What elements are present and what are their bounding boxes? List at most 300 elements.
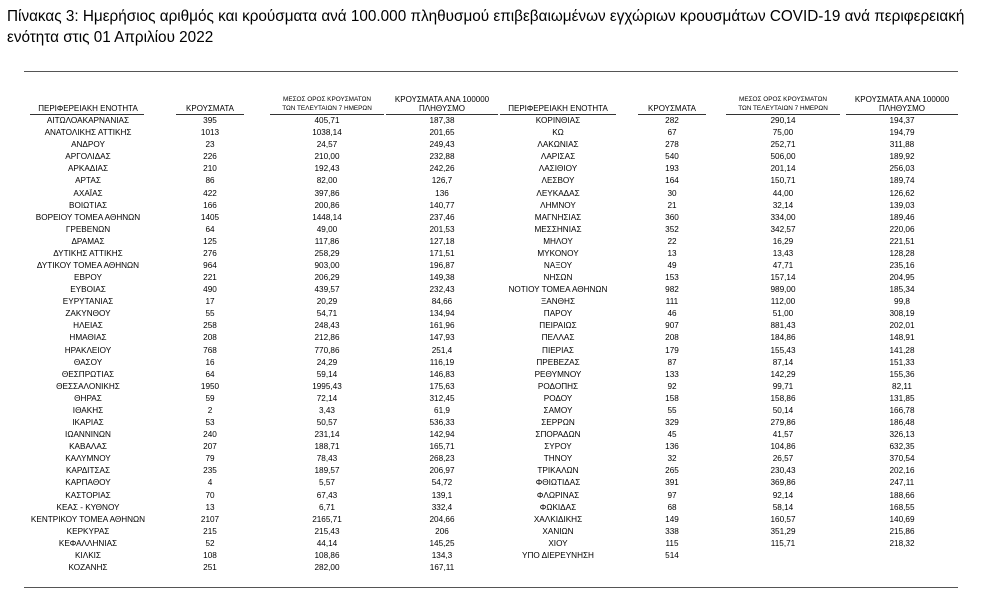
region-cell: ΚΕΑΣ - ΚΥΘΝΟΥ	[56, 502, 120, 512]
cases-cell: 360	[665, 212, 679, 222]
avg7-cell: 41,57	[772, 430, 794, 440]
cases-cell: 79	[205, 454, 215, 464]
table-row	[0, 370, 983, 379]
table-row	[0, 382, 983, 391]
header-cases-right: ΚΡΟΥΣΜΑΤΑ	[648, 104, 696, 113]
region-cell: ΥΠΟ ΔΙΕΡΕΥΝΗΣΗ	[522, 550, 594, 560]
per100k-cell: 189,92	[889, 152, 915, 162]
per100k-cell: 187,38	[429, 116, 455, 125]
avg7-cell: 72,14	[316, 393, 338, 403]
avg7-cell: 150,71	[770, 176, 796, 186]
per100k-cell: 235,16	[889, 261, 915, 270]
cases-cell: 1950	[200, 381, 220, 391]
region-cell: ΚΟΡΙΝΘΙΑΣ	[535, 116, 581, 125]
avg7-cell: 142,29	[770, 369, 796, 379]
per100k-cell: 145,25	[429, 538, 455, 548]
per100k-cell: 142,94	[429, 430, 455, 440]
per100k-cell: 206,97	[429, 466, 455, 476]
region-cell: ΑΝΔΡΟΥ	[71, 140, 105, 150]
per100k-cell: 189,74	[889, 176, 915, 186]
per100k-cell: 141,28	[889, 345, 915, 355]
per100k-cell: 202,16	[889, 466, 915, 476]
cases-cell: 97	[667, 490, 677, 500]
region-cell: ΠΕΛΛΑΣ	[541, 333, 575, 343]
per100k-cell: 370,54	[889, 454, 915, 464]
avg7-cell: 99,71	[772, 381, 794, 391]
region-cell: ΚΕΡΚΥΡΑΣ	[66, 526, 110, 536]
per100k-cell: 128,28	[889, 248, 915, 258]
avg7-cell: 26,57	[772, 454, 794, 464]
cases-cell: 64	[205, 369, 215, 379]
cases-cell: 352	[665, 224, 679, 234]
avg7-cell: 24,29	[316, 357, 338, 367]
region-cell: ΙΚΑΡΙΑΣ	[72, 418, 104, 427]
avg7-cell: 47,71	[772, 261, 794, 270]
region-cell: ΠΡΕΒΕΖΑΣ	[536, 357, 580, 367]
table-row	[0, 478, 983, 487]
region-cell: ΘΕΣΣΑΛΟΝΙΚΗΣ	[56, 381, 120, 391]
per100k-cell: 140,69	[889, 514, 915, 524]
per100k-cell: 134,3	[431, 550, 453, 560]
avg7-cell: 58,14	[772, 502, 794, 512]
region-cell: ΚΕΦΑΛΛΗΝΙΑΣ	[58, 538, 118, 548]
per100k-cell: 61,9	[434, 405, 450, 415]
region-cell: ΑΡΤΑΣ	[75, 176, 101, 186]
region-cell: ΚΑΣΤΟΡΙΑΣ	[65, 490, 111, 500]
per100k-cell: 632,35	[889, 442, 915, 452]
avg7-cell: 506,00	[770, 152, 796, 162]
per100k-cell: 139,1	[431, 490, 453, 500]
per100k-cell: 256,03	[889, 164, 915, 174]
table-row	[0, 551, 983, 560]
table-row	[0, 515, 983, 524]
region-cell: ΜΗΛΟΥ	[543, 236, 573, 246]
cases-cell: 193	[665, 164, 679, 174]
avg7-cell: 290,14	[770, 116, 796, 125]
cases-cell: 221	[203, 273, 217, 282]
cases-cell: 391	[665, 478, 679, 488]
avg7-cell: 200,86	[314, 200, 340, 210]
region-cell: ΣΑΜΟΥ	[543, 405, 573, 415]
avg7-cell: 6,71	[319, 502, 335, 512]
avg7-cell: 59,14	[316, 369, 338, 379]
cases-cell: 21	[667, 200, 677, 210]
header-underline	[176, 114, 244, 115]
table-row	[0, 503, 983, 512]
header-underline	[30, 114, 144, 115]
cases-cell: 540	[665, 152, 679, 162]
region-cell: ΜΕΣΣΗΝΙΑΣ	[534, 224, 582, 234]
per100k-cell: 249,43	[429, 140, 455, 150]
table-row	[0, 249, 983, 258]
per100k-cell: 189,46	[889, 212, 915, 222]
header-avg7-line1: ΜΕΣΟΣ ΟΡΟΣ ΚΡΟΥΣΜΑΤΩΝ	[283, 96, 371, 103]
header-underline	[846, 114, 958, 115]
avg7-cell: 188,71	[314, 442, 340, 452]
per100k-cell: 204,95	[889, 273, 915, 282]
avg7-cell: 189,57	[314, 466, 340, 476]
avg7-cell: 3,43	[319, 405, 335, 415]
cases-cell: 240	[203, 430, 217, 440]
avg7-cell: 108,86	[314, 550, 340, 560]
avg7-cell: 157,14	[770, 273, 796, 282]
per100k-cell: 332,4	[431, 502, 453, 512]
table-row	[0, 406, 983, 415]
cases-cell: 276	[203, 248, 217, 258]
cases-cell: 111	[665, 297, 679, 307]
table-row	[0, 527, 983, 536]
avg7-cell: 13,43	[772, 248, 794, 258]
cases-cell: 207	[203, 442, 217, 452]
region-cell: ΡΟΔΟΥ	[543, 393, 573, 403]
cases-cell: 125	[203, 236, 217, 246]
per100k-cell: 148,91	[889, 333, 915, 343]
region-cell: ΜΑΓΝΗΣΙΑΣ	[534, 212, 582, 222]
per100k-cell: 251,4	[431, 345, 453, 355]
avg7-cell: 50,57	[316, 418, 338, 427]
cases-cell: 67	[667, 128, 677, 138]
per100k-cell: 268,23	[429, 454, 455, 464]
avg7-cell: 51,00	[772, 309, 794, 319]
avg7-cell: 117,86	[314, 236, 340, 246]
table-row	[0, 261, 983, 270]
cases-cell: 22	[667, 236, 677, 246]
region-cell: ΠΙΕΡΙΑΣ	[542, 345, 574, 355]
per100k-cell: 82,11	[892, 381, 912, 391]
table-row	[0, 273, 983, 282]
region-cell: ΠΕΙΡΑΙΩΣ	[539, 321, 577, 331]
cases-cell: 208	[665, 333, 679, 343]
table-row	[0, 176, 983, 185]
per100k-cell: 54,72	[431, 478, 453, 488]
region-cell: ΗΛΕΙΑΣ	[73, 321, 103, 331]
top-rule	[24, 71, 958, 72]
per100k-cell: 166,78	[889, 405, 915, 415]
table-row	[0, 237, 983, 246]
table-row	[0, 454, 983, 463]
header-underline	[270, 114, 384, 115]
cases-cell: 49	[667, 261, 677, 270]
region-cell: ΕΥΡΥΤΑΝΙΑΣ	[62, 297, 114, 307]
per100k-cell: 185,34	[889, 285, 915, 295]
cases-cell: 208	[203, 333, 217, 343]
avg7-cell: 989,00	[770, 285, 796, 295]
per100k-cell: 201,53	[429, 224, 455, 234]
per100k-cell: 247,11	[889, 478, 915, 488]
region-cell: ΣΠΟΡΑΔΩΝ	[535, 430, 581, 440]
region-cell: ΑΝΑΤΟΛΙΚΗΣ ΑΤΤΙΚΗΣ	[44, 128, 132, 138]
region-cell: ΛΗΜΝΟΥ	[540, 200, 576, 210]
table-row	[0, 164, 983, 173]
per100k-cell: 161,96	[429, 321, 455, 331]
cases-cell: 329	[665, 418, 679, 427]
table-row	[0, 201, 983, 210]
avg7-cell: 206,29	[314, 273, 340, 282]
avg7-cell: 49,00	[316, 224, 338, 234]
avg7-cell: 160,57	[770, 514, 796, 524]
cases-cell: 964	[203, 261, 217, 270]
avg7-cell: 44,14	[316, 538, 338, 548]
avg7-cell: 32,14	[772, 200, 794, 210]
avg7-cell: 770,86	[314, 345, 340, 355]
cases-cell: 2107	[200, 514, 220, 524]
table-title: Πίνακας 3: Ημερήσιος αριθμός και κρούσματα ανά 100.000 πληθυσμού επιβεβαιωμένων εγχώριων κρουσμάτων COVID-19 ανά περιφερειακή ενότητα στις 01 Απριλίου 2022	[7, 8, 965, 46]
avg7-cell: 1448,14	[312, 212, 342, 222]
avg7-cell: 210,00	[314, 152, 340, 162]
cases-cell: 158	[665, 393, 679, 403]
avg7-cell: 334,00	[770, 212, 796, 222]
per100k-cell: 326,13	[889, 430, 915, 440]
header-per100k-line1-right: ΚΡΟΥΣΜΑΤΑ ΑΝΑ 100000	[854, 95, 950, 104]
avg7-cell: 44,00	[772, 188, 794, 198]
avg7-cell: 112,00	[770, 297, 796, 307]
cases-cell: 278	[665, 140, 679, 150]
table-row	[0, 297, 983, 306]
per100k-cell: 220,06	[889, 224, 915, 234]
cases-cell: 53	[205, 418, 215, 427]
cases-cell: 149	[665, 514, 679, 524]
table-row	[0, 321, 983, 330]
table-row	[0, 333, 983, 342]
region-cell: ΚΑΒΑΛΑΣ	[69, 442, 107, 452]
per100k-cell: 196,87	[429, 261, 455, 270]
avg7-cell: 158,86	[770, 393, 796, 403]
cases-cell: 164	[665, 176, 679, 186]
region-cell: ΕΥΒΟΙΑΣ	[70, 285, 106, 295]
header-cases: ΚΡΟΥΣΜΑΤΑ	[186, 104, 234, 113]
per100k-cell: 134,94	[429, 309, 455, 319]
region-cell: ΓΡΕΒΕΝΩΝ	[65, 224, 111, 234]
per100k-cell: 126,7	[431, 176, 453, 186]
avg7-cell: 104,86	[770, 442, 796, 452]
region-cell: ΚΟΖΑΝΗΣ	[68, 563, 108, 572]
avg7-cell: 82,00	[316, 176, 338, 186]
per100k-cell: 167,11	[429, 563, 455, 572]
cases-cell: 32	[667, 454, 677, 464]
per100k-cell: 218,32	[889, 538, 915, 548]
avg7-cell: 439,57	[314, 285, 340, 295]
region-cell: ΕΒΡΟΥ	[74, 273, 102, 282]
region-cell: ΜΥΚΟΝΟΥ	[537, 248, 579, 258]
per100k-cell: 188,66	[889, 490, 915, 500]
region-cell: ΞΑΝΘΗΣ	[540, 297, 576, 307]
per100k-cell: 168,55	[889, 502, 915, 512]
cases-cell: 982	[665, 285, 679, 295]
per100k-cell: 99,8	[894, 297, 910, 307]
avg7-cell: 192,43	[314, 164, 340, 174]
cases-cell: 490	[203, 285, 217, 295]
per100k-cell: 155,36	[889, 369, 915, 379]
table-row	[0, 358, 983, 367]
avg7-cell: 155,43	[770, 345, 796, 355]
header-avg7-line2-right: ΤΩΝ ΤΕΛΕΥΤΑΙΩΝ 7 ΗΜΕΡΩΝ	[738, 105, 828, 112]
cases-cell: 265	[665, 466, 679, 476]
avg7-cell: 75,00	[772, 128, 794, 138]
header-per100k-line1: ΚΡΟΥΣΜΑΤΑ ΑΝΑ 100000	[394, 95, 490, 104]
per100k-cell: 242,26	[429, 164, 455, 174]
per100k-cell: 84,66	[431, 297, 453, 307]
region-cell: ΠΑΡΟΥ	[543, 309, 573, 319]
table-row	[0, 418, 983, 427]
cases-cell: 68	[667, 502, 677, 512]
per100k-cell: 308,19	[889, 309, 915, 319]
per100k-cell: 136	[435, 188, 449, 198]
avg7-cell: 24,57	[316, 140, 338, 150]
region-cell: ΝΟΤΙΟΥ ΤΟΜΕΑ ΑΘΗΝΩΝ	[508, 285, 608, 295]
per100k-cell: 204,66	[429, 514, 455, 524]
per100k-cell: 194,79	[889, 128, 915, 138]
avg7-cell: 20,29	[316, 297, 338, 307]
cases-cell: 258	[203, 321, 217, 331]
region-cell: ΧΑΛΚΙΔΙΚΗΣ	[533, 514, 583, 524]
cases-cell: 55	[205, 309, 215, 319]
per100k-cell: 149,38	[429, 273, 455, 282]
cases-cell: 13	[667, 248, 677, 258]
table-row	[0, 309, 983, 318]
cases-cell: 45	[667, 430, 677, 440]
cases-cell: 768	[203, 345, 217, 355]
table-row	[0, 285, 983, 294]
avg7-cell: 50,14	[772, 405, 794, 415]
avg7-cell: 92,14	[772, 490, 794, 500]
region-cell: ΛΑΡΙΣΑΣ	[540, 152, 576, 162]
region-cell: ΦΩΚΙΔΑΣ	[539, 502, 577, 512]
region-cell: ΚΑΡΔΙΤΣΑΣ	[65, 466, 111, 476]
table-row	[0, 128, 983, 137]
header-per100k-line2-right: ΠΛΗΘΥΣΜΟ	[878, 104, 926, 113]
avg7-cell: 78,43	[316, 454, 338, 464]
region-cell: ΛΑΣΙΘΙΟΥ	[538, 164, 578, 174]
per100k-cell: 232,88	[429, 152, 455, 162]
region-cell: ΛΕΥΚΑΔΑΣ	[536, 188, 580, 198]
header-underline	[500, 114, 616, 115]
avg7-cell: 230,43	[770, 466, 796, 476]
cases-cell: 46	[667, 309, 677, 319]
avg7-cell: 115,71	[770, 538, 796, 548]
per100k-cell: 165,71	[429, 442, 455, 452]
cases-cell: 92	[667, 381, 677, 391]
region-cell: ΦΘΙΩΤΙΔΑΣ	[535, 478, 581, 488]
region-cell: ΚΩ	[552, 128, 564, 138]
avg7-cell: 87,14	[772, 357, 794, 367]
cases-cell: 235	[203, 466, 217, 476]
per100k-cell: 237,46	[429, 212, 455, 222]
cases-cell: 86	[205, 176, 215, 186]
avg7-cell: 397,86	[314, 188, 340, 198]
avg7-cell: 16,29	[772, 236, 794, 246]
region-cell: ΣΥΡΟΥ	[544, 442, 572, 452]
cases-cell: 215	[203, 526, 217, 536]
cases-cell: 907	[665, 321, 679, 331]
cases-cell: 251	[203, 563, 217, 572]
region-cell: ΡΟΔΟΠΗΣ	[537, 381, 579, 391]
avg7-cell: 258,29	[314, 248, 340, 258]
per100k-cell: 146,83	[429, 369, 455, 379]
avg7-cell: 215,43	[314, 526, 340, 536]
avg7-cell: 201,14	[770, 164, 796, 174]
region-cell: ΚΑΡΠΑΘΟΥ	[65, 478, 111, 488]
per100k-cell: 201,65	[429, 128, 455, 138]
header-per100k-line2: ΠΛΗΘΥΣΜΟ	[418, 104, 466, 113]
avg7-cell: 212,86	[314, 333, 340, 343]
header-underline	[726, 114, 840, 115]
per100k-cell: 221,51	[889, 236, 915, 246]
cases-cell: 115	[665, 538, 679, 548]
table-row	[0, 346, 983, 355]
per100k-cell: 116,19	[429, 357, 455, 367]
region-cell: ΑΙΤΩΛΟΑΚΑΡΝΑΝΙΑΣ	[46, 116, 130, 125]
per100k-cell: 140,77	[429, 200, 455, 210]
cases-cell: 338	[665, 526, 679, 536]
avg7-cell: 2165,71	[312, 514, 342, 524]
per100k-cell: 186,48	[889, 418, 915, 427]
table-row	[0, 466, 983, 475]
table-row	[0, 563, 983, 572]
avg7-cell: 405,71	[314, 116, 340, 125]
table-row	[0, 140, 983, 149]
cases-cell: 210	[203, 164, 217, 174]
region-cell: ΛΑΚΩΝΙΑΣ	[537, 140, 579, 150]
header-region-right: ΠΕΡΙΦΕΡΕΙΑΚΗ ΕΝΟΤΗΤΑ	[508, 104, 608, 113]
bottom-rule	[24, 587, 958, 588]
region-cell: ΚΑΛΥΜΝΟΥ	[65, 454, 111, 464]
per100k-cell: 147,93	[429, 333, 455, 343]
per100k-cell: 311,88	[889, 140, 915, 150]
region-cell: ΗΡΑΚΛΕΙΟΥ	[64, 345, 112, 355]
table-row	[0, 116, 983, 125]
cases-cell: 16	[205, 357, 215, 367]
avg7-cell: 282,00	[314, 563, 340, 572]
header-avg7-line2: ΤΩΝ ΤΕΛΕΥΤΑΙΩΝ 7 ΗΜΕΡΩΝ	[282, 105, 372, 112]
per100k-cell: 312,45	[429, 393, 455, 403]
table-row	[0, 152, 983, 161]
region-cell: ΚΙΛΚΙΣ	[74, 550, 101, 560]
table-row	[0, 213, 983, 222]
region-cell: ΒΟΡΕΙΟΥ ΤΟΜΕΑ ΑΘΗΝΩΝ	[35, 212, 141, 222]
cases-cell: 70	[205, 490, 215, 500]
region-cell: ΔΥΤΙΚΗΣ ΑΤΤΙΚΗΣ	[53, 248, 123, 258]
per100k-cell: 139,03	[889, 200, 915, 210]
region-cell: ΧΑΝΙΩΝ	[542, 526, 574, 536]
region-cell: ΚΕΝΤΡΙΚΟΥ ΤΟΜΕΑ ΑΘΗΝΩΝ	[30, 514, 146, 524]
region-cell: ΝΑΞΟΥ	[543, 261, 573, 270]
avg7-cell: 231,14	[314, 430, 340, 440]
region-cell: ΣΕΡΡΩΝ	[541, 418, 575, 427]
cases-cell: 1405	[200, 212, 220, 222]
region-cell: ΙΘΑΚΗΣ	[72, 405, 104, 415]
cases-cell: 282	[665, 116, 679, 125]
table-row	[0, 394, 983, 403]
region-cell: ΧΙΟΥ	[548, 538, 568, 548]
region-cell: ΦΛΩΡΙΝΑΣ	[536, 490, 580, 500]
table-row	[0, 189, 983, 198]
cases-cell: 422	[203, 188, 217, 198]
avg7-cell: 54,71	[316, 309, 338, 319]
table-row	[0, 225, 983, 234]
region-cell: ΘΗΡΑΣ	[74, 393, 102, 403]
region-cell: ΘΕΣΠΡΩΤΙΑΣ	[61, 369, 115, 379]
header-underline	[386, 114, 498, 115]
region-cell: ΑΡΚΑΔΙΑΣ	[67, 164, 109, 174]
cases-cell: 23	[205, 140, 215, 150]
header-underline	[638, 114, 706, 115]
cases-cell: 133	[665, 369, 679, 379]
cases-cell: 55	[667, 405, 677, 415]
cases-cell: 87	[667, 357, 677, 367]
per100k-cell: 206	[435, 526, 449, 536]
avg7-cell: 67,43	[316, 490, 338, 500]
region-cell: ΝΗΣΩΝ	[543, 273, 573, 282]
